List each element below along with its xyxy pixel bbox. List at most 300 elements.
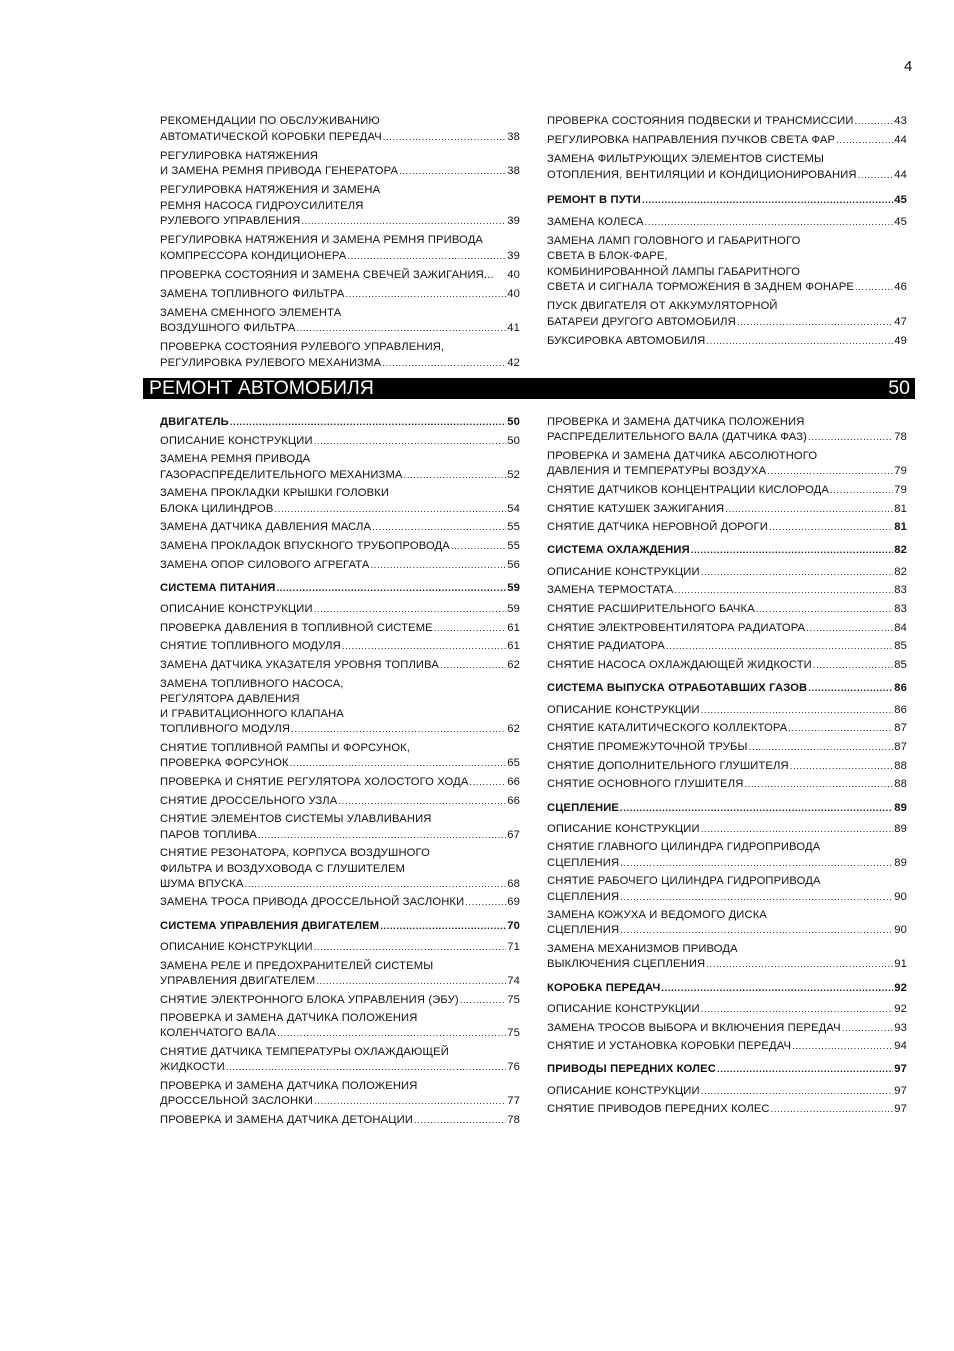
toc-entry bbox=[160, 539, 520, 554]
toc-leader-dots bbox=[399, 164, 506, 180]
toc-entry bbox=[547, 502, 907, 517]
toc-section-heading bbox=[547, 543, 907, 558]
toc-entry-line: СНЯТИЕ ТОПЛИВНОЙ РАМПЫ И ФОРСУНОК, bbox=[160, 742, 411, 755]
toc-entry bbox=[160, 233, 520, 264]
toc-section-heading bbox=[547, 981, 907, 996]
toc-entry-title: ШУМА ВПУСКА bbox=[160, 877, 244, 890]
toc-leader-dots bbox=[277, 1026, 506, 1041]
toc-entry-title: СИСТЕМА ПИТАНИЯ bbox=[160, 581, 276, 594]
toc-entry bbox=[160, 1045, 520, 1075]
toc-entry-title: РУЛЕВОГО УПРАВЛЕНИЯ bbox=[160, 215, 301, 227]
toc-page-number: 45 bbox=[894, 194, 907, 206]
toc-leader-dots bbox=[701, 1084, 894, 1099]
toc-leader-dots bbox=[345, 287, 506, 303]
toc-entry-title: РЕМОНТ В ПУТИ bbox=[547, 194, 641, 206]
toc-entry bbox=[547, 908, 907, 938]
toc-entry-title: ЗАМЕНА ДАТЧИКА ДАВЛЕНИЯ МАСЛА bbox=[160, 521, 372, 534]
toc-entry-row bbox=[547, 193, 907, 209]
toc-page-number: 88 bbox=[894, 778, 907, 791]
toc-leader-dots bbox=[790, 759, 894, 774]
toc-page-number: 44 bbox=[894, 168, 907, 181]
toc-entry-line: СНЯТИЕ РАБОЧЕГО ЦИЛИНДРА ГИДРОПРИВОДА bbox=[547, 875, 821, 888]
toc-page-number: 59 bbox=[507, 581, 520, 594]
toc-entry-title: ОПИСАНИЕ КОНСТРУКЦИИ bbox=[547, 822, 700, 835]
toc-entry-title: ОПИСАНИЕ КОНСТРУКЦИИ bbox=[160, 940, 313, 953]
toc-entry-line: РЕМНЯ НАСОСА ГИДРОУСИЛИТЕЛЯ bbox=[160, 199, 364, 212]
toc-page-number: 66 bbox=[507, 794, 520, 807]
toc-entry-title: СНЯТИЕ РАСШИРИТЕЛЬНОГО БАЧКА bbox=[547, 603, 755, 616]
toc-leader-dots bbox=[745, 777, 894, 792]
toc-leader-dots bbox=[701, 703, 894, 718]
toc-page-number: 79 bbox=[894, 465, 907, 478]
toc-column-bottom-left bbox=[160, 415, 520, 1128]
toc-leader-dots bbox=[725, 502, 893, 517]
toc-page-number: 43 bbox=[894, 115, 907, 127]
toc-entry-row bbox=[547, 801, 907, 816]
toc-entry-row bbox=[160, 249, 520, 265]
toc-section-heading bbox=[547, 1062, 907, 1077]
toc-entry-row bbox=[160, 520, 520, 535]
toc-entry-row bbox=[547, 565, 907, 580]
toc-entry-title: ЗАМЕНА ТРОСОВ ВЫБОРА И ВКЛЮЧЕНИЯ ПЕРЕДАЧ bbox=[547, 1021, 841, 1034]
toc-entry bbox=[160, 434, 520, 449]
toc-leader-dots bbox=[314, 940, 507, 955]
toc-entry-title: ПРОВЕРКА И ЗАМЕНА ДАТЧИКА ДЕТОНАЦИИ bbox=[160, 1113, 414, 1126]
toc-entry bbox=[160, 183, 520, 230]
toc-entry bbox=[547, 234, 907, 296]
toc-entry-line: ФИЛЬТРА И ВОЗДУХОВОДА С ГЛУШИТЕЛЕМ bbox=[160, 862, 406, 875]
toc-page-number: 97 bbox=[894, 1063, 907, 1076]
toc-leader-dots bbox=[620, 856, 893, 871]
toc-entry-title: СНЯТИЕ ДАТЧИКОВ КОНЦЕНТРАЦИИ КИСЛОРОДА bbox=[547, 483, 830, 496]
toc-entry bbox=[160, 340, 520, 371]
toc-leader-dots bbox=[645, 215, 894, 231]
toc-entry bbox=[160, 794, 520, 809]
toc-leader-dots bbox=[469, 775, 506, 790]
toc-entry-row bbox=[547, 215, 907, 231]
toc-page-number: 55 bbox=[507, 521, 520, 534]
toc-entry-title: СНЯТИЕ ЭЛЕКТРОВЕНТИЛЯТОРА РАДИАТОРА bbox=[547, 621, 806, 634]
toc-entry-line: ЗАМЕНА МЕХАНИЗМОВ ПРИВОДА bbox=[547, 943, 738, 956]
toc-entry-line: СНЯТИЕ РЕЗОНАТОРА, КОРПУСА ВОЗДУШНОГО bbox=[160, 847, 430, 860]
toc-entry bbox=[160, 558, 520, 573]
toc-page-number: 45 bbox=[894, 215, 907, 228]
toc-entry-row bbox=[160, 794, 520, 809]
toc-entry-row bbox=[160, 756, 520, 771]
toc-entry-row bbox=[547, 543, 907, 558]
toc-entry-title: СВЕТА И СИГНАЛА ТОРМОЖЕНИЯ В ЗАДНЕМ ФОНАРЕ bbox=[547, 281, 854, 293]
toc-entry-row bbox=[547, 890, 907, 905]
toc-page-number: 75 bbox=[507, 1027, 520, 1040]
toc-page-number: 89 bbox=[894, 822, 907, 835]
toc-page-number: 42 bbox=[507, 356, 520, 369]
toc-entry bbox=[547, 1021, 907, 1036]
toc-entry-title: СНЯТИЕ ОСНОВНОГО ГЛУШИТЕЛЯ bbox=[547, 778, 744, 791]
toc-leader-dots bbox=[701, 1002, 894, 1017]
toc-entry-title: СЦЕПЛЕНИЯ bbox=[547, 924, 620, 937]
toc-entry-line: СНЯТИЕ ЭЛЕМЕНТОВ СИСТЕМЫ УЛАВЛИВАНИЯ bbox=[160, 813, 432, 826]
toc-leader-dots bbox=[858, 168, 894, 184]
toc-leader-dots bbox=[771, 1102, 894, 1117]
toc-section-heading bbox=[547, 193, 907, 209]
toc-entry-title: ОПИСАНИЕ КОНСТРУКЦИИ bbox=[160, 434, 313, 447]
toc-entry-row bbox=[547, 856, 907, 871]
toc-entry-title: ПРОВЕРКА СОСТОЯНИЯ ПОДВЕСКИ И ТРАНСМИССИИ bbox=[547, 115, 854, 127]
toc-page-number: 89 bbox=[894, 801, 907, 814]
toc-entry-line: ПРОВЕРКА И ЗАМЕНА ДАТЧИКА ПОЛОЖЕНИЯ bbox=[160, 1012, 418, 1025]
toc-entry bbox=[160, 1011, 520, 1041]
toc-entry-title: СНЯТИЕ ЭЛЕКТРОННОГО БЛОКА УПРАВЛЕНИЯ (ЭБУ) bbox=[160, 993, 459, 1006]
toc-page-number: 88 bbox=[894, 759, 907, 772]
toc-leader-dots bbox=[414, 1113, 506, 1128]
toc-entry-row bbox=[547, 520, 907, 535]
toc-entry-line: ПУСК ДВИГАТЕЛЯ ОТ АККУМУЛЯТОРНОЙ bbox=[547, 300, 778, 312]
toc-entry-title: ЗАМЕНА ТЕРМОСТАТА bbox=[547, 584, 674, 597]
toc-page-number: 97 bbox=[894, 1084, 907, 1097]
toc-entry-title: СИСТЕМА ОХЛАЖДЕНИЯ bbox=[547, 544, 690, 557]
toc-leader-dots bbox=[767, 464, 893, 479]
toc-page-number: 94 bbox=[894, 1040, 907, 1053]
toc-entry-line: РЕГУЛИРОВКА НАТЯЖЕНИЯ И ЗАМЕНА bbox=[160, 184, 381, 196]
toc-leader-dots bbox=[314, 434, 507, 449]
toc-page-number: 83 bbox=[894, 603, 907, 616]
toc-entry-row bbox=[547, 681, 907, 696]
toc-entry-title: РЕГУЛИРОВКА РУЛЕВОГО МЕХАНИЗМА bbox=[160, 356, 382, 369]
toc-entry-title: СНЯТИЕ ДАТЧИКА НЕРОВНОЙ ДОРОГИ bbox=[547, 521, 768, 534]
toc-entry-row bbox=[547, 923, 907, 938]
toc-entry-title: СНЯТИЕ ПРОМЕЖУТОЧНОЙ ТРУБЫ bbox=[547, 740, 748, 753]
toc-entry bbox=[547, 703, 907, 718]
toc-leader-dots bbox=[226, 1060, 506, 1075]
toc-entry-row bbox=[547, 168, 907, 184]
toc-entry-title: ПРОВЕРКА СОСТОЯНИЯ И ЗАМЕНА СВЕЧЕЙ ЗАЖИГАНИЯ... bbox=[160, 268, 494, 281]
toc-entry-row bbox=[547, 721, 907, 736]
toc-entry bbox=[547, 621, 907, 636]
toc-page-number: 87 bbox=[894, 722, 907, 735]
toc-page-number: 79 bbox=[894, 483, 907, 496]
toc-entry-row bbox=[160, 940, 520, 955]
toc-entry-row bbox=[547, 280, 907, 296]
toc-entry bbox=[547, 483, 907, 498]
toc-entry bbox=[547, 299, 907, 330]
toc-entry-row bbox=[160, 287, 520, 303]
toc-entry-row bbox=[160, 993, 520, 1008]
toc-entry-title: СЦЕПЛЕНИЕ bbox=[547, 801, 619, 814]
toc-entry-title: КОЛЕНЧАТОГО ВАЛА bbox=[160, 1027, 277, 1040]
toc-entry-title: ДАВЛЕНИЯ И ТЕМПЕРАТУРЫ ВОЗДУХА bbox=[547, 465, 767, 478]
toc-page-number: 78 bbox=[507, 1113, 520, 1126]
toc-leader-dots bbox=[347, 249, 506, 265]
toc-entry-row bbox=[547, 1084, 907, 1099]
toc-page-number: 89 bbox=[894, 856, 907, 869]
toc-leader-dots bbox=[788, 721, 893, 736]
toc-entry bbox=[547, 1039, 907, 1054]
toc-entry bbox=[160, 452, 520, 482]
toc-entry bbox=[547, 658, 907, 673]
toc-entry-title: ДВИГАТЕЛЬ bbox=[160, 416, 229, 428]
toc-leader-dots bbox=[296, 321, 506, 337]
toc-entry-title: СЦЕПЛЕНИЯ bbox=[547, 856, 620, 869]
toc-entry bbox=[547, 520, 907, 535]
toc-leader-dots bbox=[661, 981, 893, 996]
toc-entry-line: ЗАМЕНА ТОПЛИВНОГО НАСОСА, bbox=[160, 677, 344, 690]
toc-page-number: 47 bbox=[894, 315, 907, 328]
toc-entry-row bbox=[547, 133, 907, 149]
toc-leader-dots bbox=[792, 1039, 893, 1054]
toc-entry bbox=[547, 152, 907, 183]
toc-section-heading bbox=[547, 801, 907, 816]
toc-entry-row bbox=[160, 434, 520, 449]
toc-entry bbox=[547, 449, 907, 479]
toc-entry-title: РЕГУЛИРОВКА НАПРАВЛЕНИЯ ПУЧКОВ СВЕТА ФАР bbox=[547, 134, 836, 146]
toc-entry-row bbox=[160, 639, 520, 654]
toc-entry-row bbox=[160, 130, 520, 146]
toc-page-number: 46 bbox=[894, 281, 907, 293]
toc-page-number: 75 bbox=[507, 993, 520, 1006]
toc-page-number: 38 bbox=[507, 130, 520, 143]
toc-page-number: 40 bbox=[507, 268, 520, 281]
toc-entry-title: СНЯТИЕ И УСТАНОВКА КОРОБКИ ПЕРЕДАЧ bbox=[547, 1040, 792, 1053]
toc-leader-dots bbox=[701, 565, 894, 580]
toc-entry-row bbox=[160, 321, 520, 337]
toc-entry-title: ОТОПЛЕНИЯ, ВЕНТИЛЯЦИИ И КОНДИЦИОНИРОВАНИЯ bbox=[547, 168, 857, 181]
toc-page-number: 61 bbox=[507, 640, 520, 653]
toc-section-heading bbox=[547, 681, 907, 696]
toc-leader-dots bbox=[434, 621, 506, 636]
toc-page-number: 93 bbox=[894, 1021, 907, 1034]
toc-leader-dots bbox=[404, 468, 507, 483]
toc-page-number: 90 bbox=[894, 924, 907, 937]
toc-entry-row bbox=[547, 703, 907, 718]
toc-leader-dots bbox=[620, 923, 893, 938]
toc-leader-dots bbox=[338, 794, 506, 809]
toc-entry-row bbox=[547, 1062, 907, 1077]
toc-entry bbox=[160, 775, 520, 790]
section-banner-title: РЕМОНТ АВТОМОБИЛЯ bbox=[149, 377, 374, 399]
toc-page-number: 85 bbox=[894, 659, 907, 672]
toc-page-number: 44 bbox=[894, 134, 907, 146]
toc-leader-dots bbox=[855, 280, 893, 296]
toc-entry-row bbox=[160, 1094, 520, 1109]
toc-entry bbox=[160, 602, 520, 617]
toc-entry-row bbox=[547, 464, 907, 479]
toc-page-number: 62 bbox=[507, 723, 520, 736]
toc-page-number: 55 bbox=[507, 539, 520, 552]
toc-entry-title: СНЯТИЕ ПРИВОДОВ ПЕРЕДНИХ КОЛЕС bbox=[547, 1103, 770, 1116]
toc-entry-line: ЗАМЕНА СМЕННОГО ЭЛЕМЕНТА bbox=[160, 306, 342, 319]
toc-leader-dots bbox=[372, 520, 506, 535]
toc-entry-title: СНЯТИЕ КАТАЛИТИЧЕСКОГО КОЛЛЕКТОРА bbox=[547, 722, 788, 735]
toc-page-number: 67 bbox=[507, 828, 520, 841]
toc-entry-line: КОМБИНИРОВАННОЙ ЛАМПЫ ГАБАРИТНОГО bbox=[547, 265, 801, 278]
toc-page-number: 92 bbox=[894, 1002, 907, 1015]
toc-entry-title: ПРОВЕРКА ДАВЛЕНИЯ В ТОПЛИВНОЙ СИСТЕМЕ bbox=[160, 621, 433, 634]
toc-entry bbox=[160, 993, 520, 1008]
toc-entry bbox=[160, 149, 520, 180]
toc-entry-title: СНЯТИЕ РАДИАТОРА bbox=[547, 640, 666, 653]
toc-entry-title: ОПИСАНИЕ КОНСТРУКЦИИ bbox=[160, 603, 313, 616]
toc-page-number: 82 bbox=[894, 544, 907, 557]
toc-entry-line: СВЕТА В БЛОК-ФАРЕ, bbox=[547, 250, 668, 262]
toc-entry bbox=[547, 415, 907, 445]
toc-entry-title: РАСПРЕДЕЛИТЕЛЬНОГО ВАЛА (ДАТЧИКА ФАЗ) bbox=[547, 431, 808, 444]
toc-entry-row bbox=[160, 558, 520, 573]
toc-page-number: 92 bbox=[894, 981, 907, 994]
toc-entry bbox=[160, 959, 520, 989]
toc-entry bbox=[160, 639, 520, 654]
toc-entry-title: ОПИСАНИЕ КОНСТРУКЦИИ bbox=[547, 1002, 700, 1015]
toc-entry bbox=[547, 942, 907, 972]
toc-entry bbox=[160, 940, 520, 955]
toc-entry bbox=[547, 1102, 907, 1117]
toc-leader-dots bbox=[370, 558, 506, 573]
toc-leader-dots bbox=[691, 543, 893, 558]
toc-page-number: 86 bbox=[894, 703, 907, 716]
toc-entry-title: СНЯТИЕ ДРОССЕЛЬНОГО УЗЛА bbox=[160, 794, 338, 807]
toc-entry-title: ЗАМЕНА ОПОР СИЛОВОГО АГРЕГАТА bbox=[160, 558, 370, 571]
toc-entry-row bbox=[160, 468, 520, 483]
toc-entry bbox=[547, 1084, 907, 1099]
toc-leader-dots bbox=[675, 583, 894, 598]
toc-leader-dots bbox=[451, 539, 506, 554]
toc-leader-dots bbox=[274, 502, 506, 517]
toc-entry bbox=[547, 1002, 907, 1017]
toc-page-number: 81 bbox=[894, 521, 907, 534]
toc-entry-title: ОПИСАНИЕ КОНСТРУКЦИИ bbox=[547, 565, 700, 578]
toc-entry-row bbox=[547, 583, 907, 598]
toc-entry-title: АВТОМАТИЧЕСКОЙ КОРОБКИ ПЕРЕДАЧ bbox=[160, 130, 382, 143]
toc-entry-row bbox=[547, 502, 907, 517]
toc-page-number: 65 bbox=[507, 757, 520, 770]
toc-leader-dots bbox=[465, 895, 506, 910]
toc-entry bbox=[160, 520, 520, 535]
toc-entry-row bbox=[547, 658, 907, 673]
toc-entry-title: БУКСИРОВКА АВТОМОБИЛЯ bbox=[547, 334, 706, 347]
toc-entry-row bbox=[160, 1060, 520, 1075]
toc-entry-line: И ГРАВИТАЦИОННОГО КЛАПАНА bbox=[160, 708, 344, 721]
toc-entry-row bbox=[547, 759, 907, 774]
toc-entry-row bbox=[160, 974, 520, 989]
toc-entry-title: ВЫКЛЮЧЕНИЯ СЦЕПЛЕНИЯ bbox=[547, 958, 706, 971]
toc-leader-dots bbox=[642, 193, 893, 209]
toc-entry-row bbox=[160, 502, 520, 517]
toc-page-number: 90 bbox=[894, 890, 907, 903]
toc-entry-row bbox=[160, 877, 520, 892]
toc-entry-row bbox=[547, 1039, 907, 1054]
toc-entry bbox=[547, 583, 907, 598]
toc-entry bbox=[547, 740, 907, 755]
toc-entry bbox=[160, 677, 520, 738]
toc-entry-line: ЗАМЕНА РЕЛЕ И ПРЕДОХРАНИТЕЛЕЙ СИСТЕМЫ bbox=[160, 959, 434, 972]
toc-leader-dots bbox=[290, 756, 507, 771]
toc-entry bbox=[547, 114, 907, 130]
toc-leader-dots bbox=[808, 430, 893, 445]
toc-entry bbox=[547, 602, 907, 617]
toc-leader-dots bbox=[380, 919, 506, 934]
toc-entry-row bbox=[547, 1021, 907, 1036]
toc-page-number: 59 bbox=[507, 603, 520, 616]
toc-entry-line: РЕГУЛЯТОРА ДАВЛЕНИЯ bbox=[160, 693, 300, 706]
toc-section-heading bbox=[160, 919, 520, 934]
toc-leader-dots bbox=[701, 822, 894, 837]
toc-entry bbox=[547, 334, 907, 350]
toc-entry-row bbox=[160, 1113, 520, 1128]
toc-entry-title: СНЯТИЕ НАСОСА ОХЛАЖДАЮЩЕЙ ЖИДКОСТИ bbox=[547, 659, 812, 672]
toc-entry-title: КОМПРЕССОРА КОНДИЦИОНЕРА bbox=[160, 249, 347, 262]
toc-entry bbox=[547, 777, 907, 792]
toc-entry-row bbox=[160, 658, 520, 673]
toc-page-number: 82 bbox=[894, 565, 907, 578]
toc-section-heading bbox=[160, 581, 520, 596]
toc-entry-row bbox=[160, 539, 520, 554]
toc-page-number: 85 bbox=[894, 640, 907, 653]
toc-entry-line: ПРОВЕРКА СОСТОЯНИЯ РУЛЕВОГО УПРАВЛЕНИЯ, bbox=[160, 341, 445, 353]
toc-leader-dots bbox=[855, 114, 894, 130]
toc-page-number: 84 bbox=[894, 621, 907, 634]
toc-entry-line: ЗАМЕНА КОЖУХА И ВЕДОМОГО ДИСКА bbox=[547, 909, 768, 922]
toc-entry-row bbox=[160, 722, 520, 737]
toc-entry-row bbox=[547, 981, 907, 996]
toc-section-heading bbox=[160, 415, 520, 430]
toc-entry-title: БАТАРЕИ ДРУГОГО АВТОМОБИЛЯ bbox=[547, 315, 736, 328]
toc-page-number: 97 bbox=[894, 1103, 907, 1116]
toc-leader-dots bbox=[813, 658, 893, 673]
toc-leader-dots bbox=[342, 639, 506, 654]
toc-entry-line: РЕГУЛИРОВКА НАТЯЖЕНИЯ И ЗАМЕНА РЕМНЯ ПРИВОДА bbox=[160, 234, 484, 246]
toc-page-number: 68 bbox=[507, 877, 520, 890]
toc-entry-title: ЖИДКОСТИ bbox=[160, 1061, 225, 1074]
toc-leader-dots bbox=[383, 130, 506, 146]
toc-entry-title: ПРОВЕРКА ФОРСУНОК bbox=[160, 757, 289, 770]
toc-leader-dots bbox=[291, 722, 506, 737]
toc-leader-dots bbox=[314, 602, 507, 617]
toc-entry-line: СНЯТИЕ ГЛАВНОГО ЦИЛИНДРА ГИДРОПРИВОДА bbox=[547, 841, 821, 854]
toc-leader-dots bbox=[756, 602, 893, 617]
toc-entry-title: СИСТЕМА УПРАВЛЕНИЯ ДВИГАТЕЛЕМ bbox=[160, 919, 380, 932]
toc-entry-line: ПРОВЕРКА И ЗАМЕНА ДАТЧИКА ПОЛОЖЕНИЯ bbox=[160, 1080, 418, 1093]
toc-entry-title: ГАЗОРАСПРЕДЕЛИТЕЛЬНОГО МЕХАНИЗМА bbox=[160, 468, 403, 481]
toc-page-number: 54 bbox=[507, 502, 520, 515]
toc-entry-title: СНЯТИЕ КАТУШЕК ЗАЖИГАНИЯ bbox=[547, 502, 725, 515]
toc-entry-row bbox=[160, 621, 520, 636]
toc-page-number: 91 bbox=[894, 958, 907, 971]
toc-entry-title: ПРИВОДЫ ПЕРЕДНИХ КОЛЕС bbox=[547, 1063, 716, 1076]
toc-entry-row bbox=[160, 356, 520, 372]
toc-entry bbox=[160, 741, 520, 771]
toc-leader-dots bbox=[245, 877, 507, 892]
toc-entry-title: ТОПЛИВНОГО МОДУЛЯ bbox=[160, 723, 291, 736]
toc-entry bbox=[160, 846, 520, 892]
toc-column-top-right bbox=[547, 114, 907, 349]
toc-entry-title: СЦЕПЛЕНИЯ bbox=[547, 890, 620, 903]
toc-page-number: 77 bbox=[507, 1095, 520, 1108]
toc-entry-title: ЗАМЕНА ДАТЧИКА УКАЗАТЕЛЯ УРОВНЯ ТОПЛИВА bbox=[160, 659, 439, 672]
toc-entry bbox=[547, 639, 907, 654]
toc-entry-row bbox=[160, 602, 520, 617]
toc-leader-dots bbox=[749, 740, 894, 755]
toc-entry-row bbox=[160, 775, 520, 790]
toc-leader-dots bbox=[706, 334, 893, 350]
toc-page-number: 76 bbox=[507, 1061, 520, 1074]
toc-entry-row bbox=[547, 334, 907, 350]
toc-leader-dots bbox=[620, 801, 893, 816]
toc-entry-line: ЗАМЕНА ФИЛЬТРУЮЩИХ ЭЛЕМЕНТОВ СИСТЕМЫ bbox=[547, 153, 824, 165]
toc-entry-row bbox=[547, 602, 907, 617]
toc-entry-title: ЗАМЕНА ТОПЛИВНОГО ФИЛЬТРА bbox=[160, 287, 345, 300]
toc-entry bbox=[547, 565, 907, 580]
toc-entry bbox=[547, 133, 907, 149]
toc-page-number: 39 bbox=[507, 215, 520, 227]
